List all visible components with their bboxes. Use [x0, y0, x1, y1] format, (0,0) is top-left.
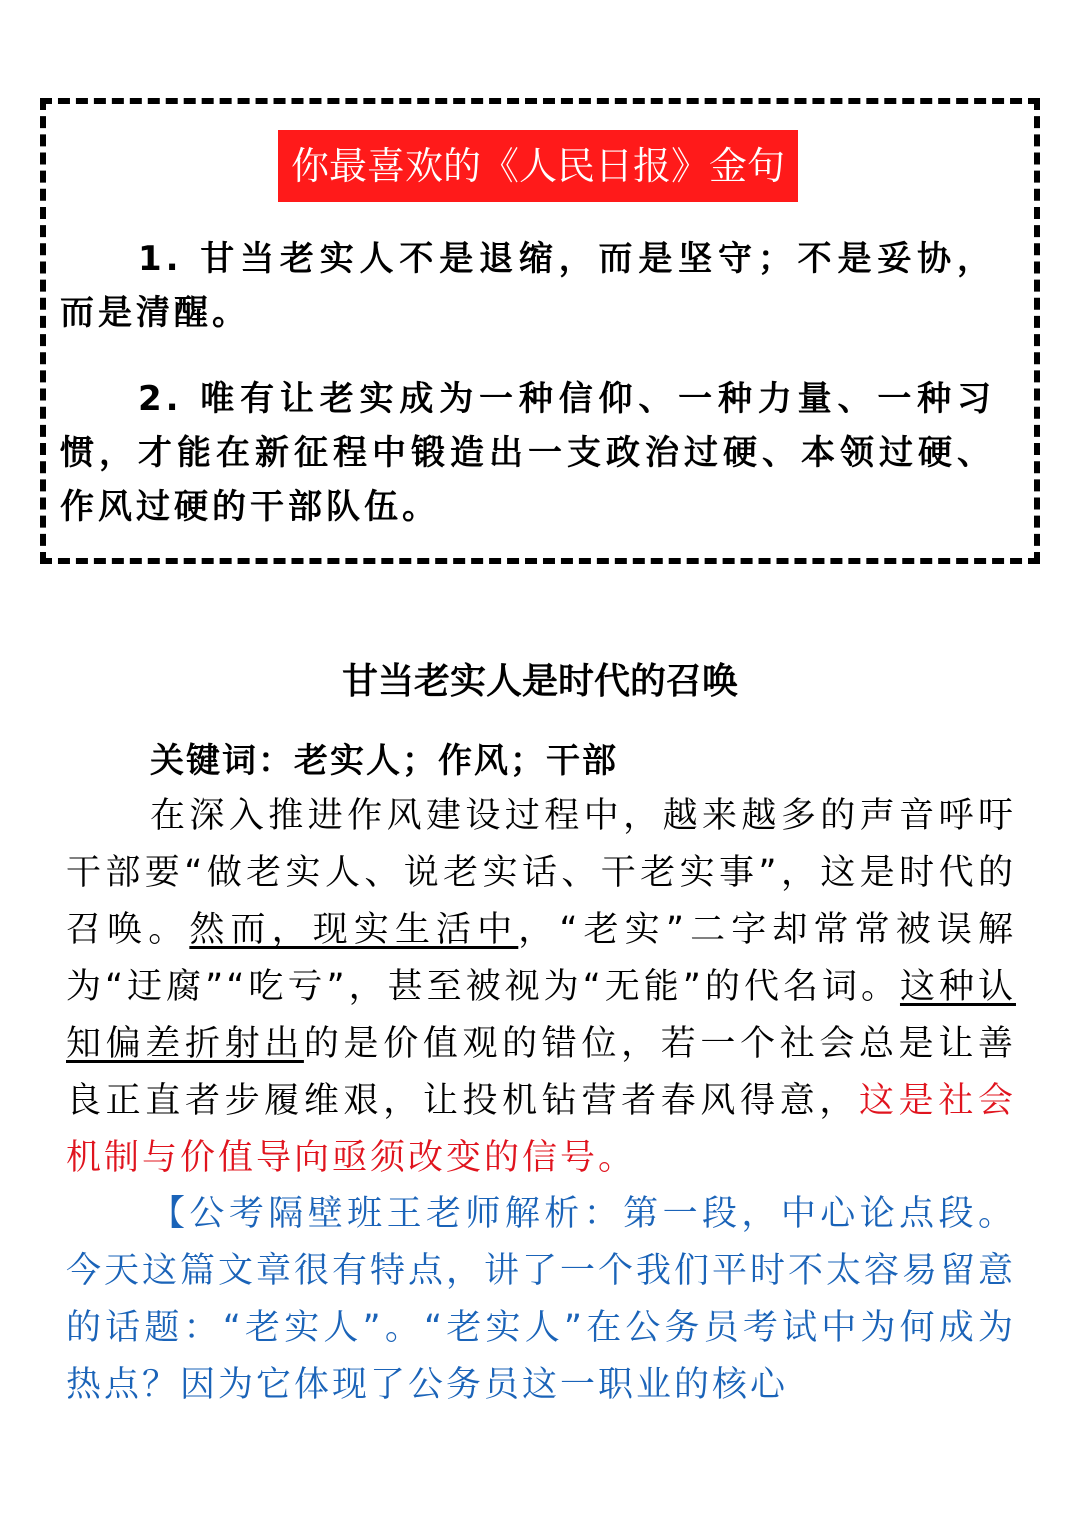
quote-item-2: 2. 唯有让老实成为一种信仰、一种力量、一种习惯，才能在新征程中锻造出一支政治过硬、本领过硬、作风过硬的干部队伍。: [60, 379, 995, 527]
article-title: 甘当老实人是时代的召唤: [341, 661, 738, 702]
body-paragraph: [66, 788, 1016, 1187]
quote-item-1: 1. 甘当老实人不是退缩，而是坚守；不是妥协，而是清醒。: [60, 239, 995, 333]
teacher-analysis: 【公考隔壁班王老师解析：第一段，中心论点段。今天这篇文章很有特点，讲了一个我们平时不太容易留意的话题：“老实人”。“老实人”在公务员考试中为何成为热点？因为它体现了公务员这一职业的核心: [66, 1194, 1016, 1405]
body-text-a: 在深入推进作风建设过程中，越来越多的声音呼吁干部要“做老实人、说老实话、干老实事”，这是时代的召唤。: [66, 796, 1016, 950]
body-text-b: ，“老实”二字却常常被误解为“迂腐”“吃亏”，甚至被视为“无能”的代名词。: [66, 910, 1016, 1007]
underlined-phrase-1: 然而，现实生活中: [189, 910, 519, 950]
underlined-phrase-2: 这种认知偏差折射出: [66, 967, 1016, 1064]
red-highlight-sentence: 这是社会机制与价值导向亟须改变的信号。: [66, 1081, 1016, 1178]
keywords-line: 关键词：老实人；作风；干部: [150, 741, 618, 781]
body-text-c: 的是价值观的错位，若一个社会总是让善良正直者步履维艰，让投机钻营者春风得意，: [66, 1024, 1016, 1121]
banner-title: 你最喜欢的《人民日报》金句: [278, 130, 798, 202]
